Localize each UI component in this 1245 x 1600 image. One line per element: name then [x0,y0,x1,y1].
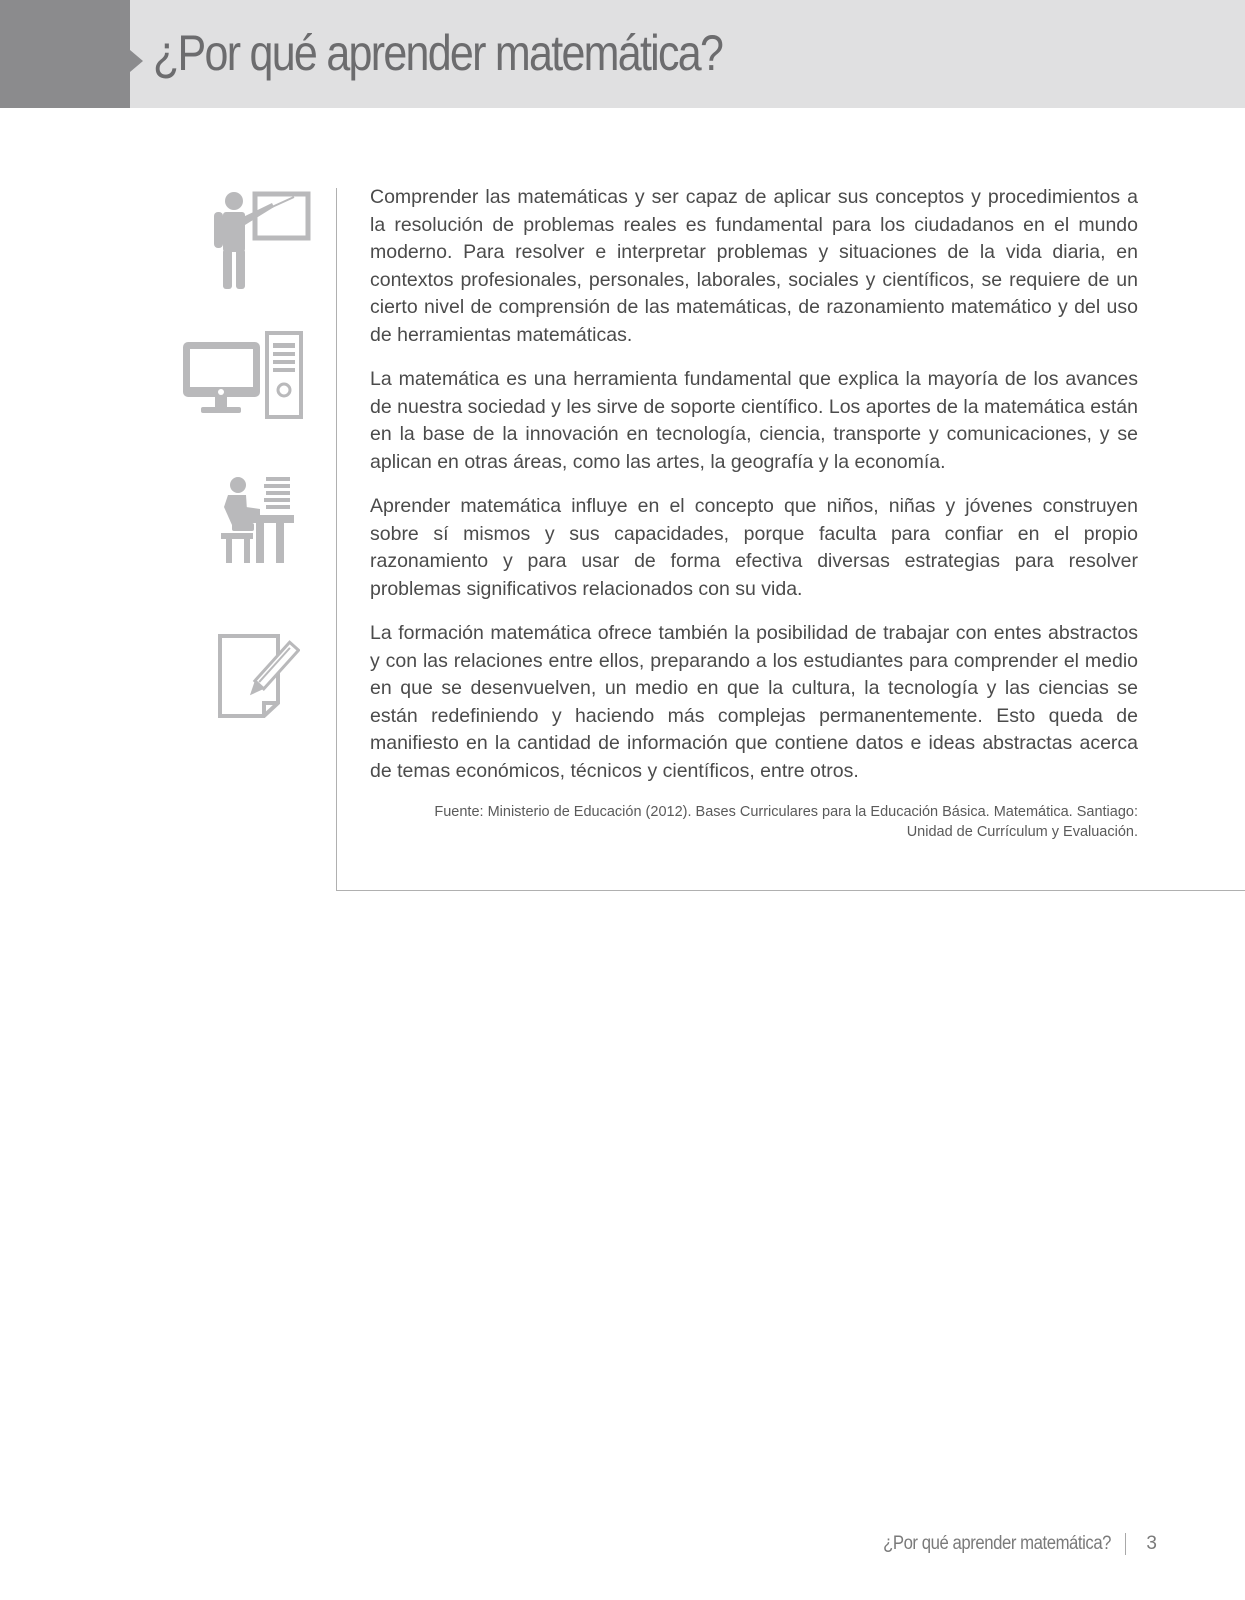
header-block [0,0,130,108]
paragraph-2: La matemática es una herramienta fundamental que explica la mayoría de los avances de nuestra sociedad y les sirve de soporte científico. Los aportes de la matemática están en la base de la innovación en tecnología, ciencia, transporte y comunicaciones, y se aplican en otras áreas, como las artes, la geografía y la economía. [370,368,1138,473]
teacher-icon [210,191,312,291]
footer-separator [1125,1533,1126,1555]
body-text [370,184,1138,842]
source-citation [370,802,1138,842]
footer-title: ¿Por qué aprender matemática? [883,1533,1112,1554]
header-arrow [130,50,143,72]
content-divider-vertical [336,188,337,891]
computer-icon [183,331,305,421]
page-footer [852,1533,1157,1555]
student-desk-icon [218,477,298,567]
paragraph-3: Aprender matemática influye en el concepto que niños, niñas y jóvenes construyen sobre sí mismos y sus capacidades, porque faculta para confiar en el propio razonamiento y para usar de forma efectiva diversas estrategias para resolver problemas significativos relacionados con su vida. [370,495,1138,600]
source-line-2: Unidad de Currículum y Evaluación. [906,824,1138,840]
page-title: ¿Por qué aprender matemática? [153,25,723,81]
content-divider-horizontal [336,890,1245,891]
paragraph-4: La formación matemática ofrece también la posibilidad de trabajar con entes abstractos y con las relaciones entre ellos, preparando a los estudiantes para comprender el medio en que se desenvuelven, un medio en que la cultura, la tecnología y las ciencias se están redefiniendo y haciendo más complejas permanentemente. Esto queda de manifiesto en la cantidad de información que contiene datos e ideas abstractas acerca de temas económicos, técnicos y científicos, entre otros. [370,622,1138,782]
page-number: 3 [1146,1533,1157,1554]
paragraph-1: Comprender las matemáticas y ser capaz de aplicar sus conceptos y procedimientos a la resolución de problemas reales es fundamental para los ciudadanos en el mundo moderno. Para resolver e interpretar problemas y situaciones de la vida diaria, en contextos profesionales, personales, laborales, sociales y científicos, se requiere de un cierto nivel de comprensión de las matemáticas, de razonamiento matemático y del uso de herramientas matemáticas. [370,186,1138,346]
source-line-1: Fuente: Ministerio de Educación (2012). Bases Curriculares para la Educación Básica. Matemática. Santiago: [434,804,1138,820]
document-pencil-icon [218,633,300,719]
